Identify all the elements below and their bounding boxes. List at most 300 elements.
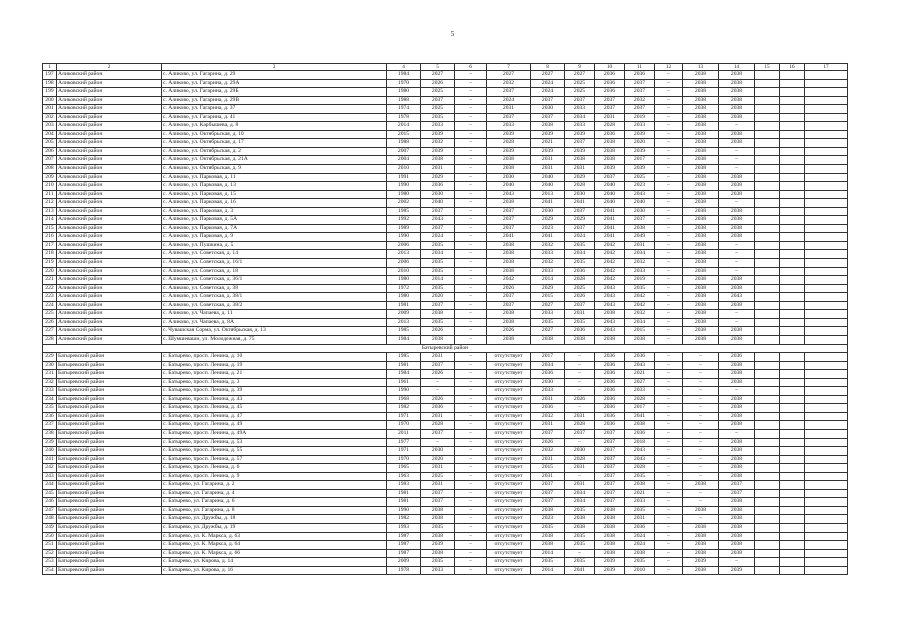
table-cell: – (455, 335, 487, 344)
table-cell: 2038 (683, 190, 719, 199)
table-cell: – (655, 165, 683, 174)
table-cell (755, 464, 780, 473)
table-cell: 1981 (387, 301, 421, 310)
table-cell: с. Аликово, ул. Октябрьская, д. 9 (162, 165, 387, 174)
table-cell: 2038 (565, 335, 595, 344)
table-cell: 1970 (387, 421, 421, 430)
table-cell (780, 549, 805, 558)
table-cell (755, 71, 780, 80)
table-cell: – (421, 378, 455, 387)
table-cell: – (455, 481, 487, 490)
table-cell: 2038 (683, 250, 719, 259)
table-cell: – (655, 489, 683, 498)
table-cell: с. Батырево, просп. Ленина, д. 21 (162, 370, 387, 379)
section-title: Батыревский район (43, 344, 848, 353)
table-cell (780, 481, 805, 490)
table-cell (780, 165, 805, 174)
table-cell: 2038 (719, 498, 755, 507)
table-cell: 2025 (625, 173, 655, 182)
table-cell: Аликовский район (57, 130, 162, 139)
table-cell: Аликовский район (57, 113, 162, 122)
table-cell: 2040 (531, 182, 565, 191)
table-cell: 217 (43, 241, 57, 250)
table-cell: 226 (43, 318, 57, 327)
table-cell (780, 489, 805, 498)
table-cell: 2027 (487, 71, 531, 80)
table-cell: 2030 (531, 105, 565, 114)
table-cell: 210 (43, 182, 57, 191)
table-cell: – (655, 506, 683, 515)
table-cell: – (655, 190, 683, 199)
table-cell: 2036 (565, 267, 595, 276)
table-cell: отсутствует (487, 464, 531, 473)
table-row (43, 113, 848, 122)
table-cell (805, 96, 848, 105)
table-cell: 1988 (387, 139, 421, 148)
table-cell: 2033 (625, 267, 655, 276)
table-cell: 2038 (531, 541, 565, 550)
table-cell: – (683, 395, 719, 404)
table-cell: 2038 (487, 259, 531, 268)
table-cell: 2037 (487, 216, 531, 225)
column-number: 15 (755, 64, 780, 71)
table-cell: Батыревский район (57, 515, 162, 524)
table-cell: 2038 (625, 224, 655, 233)
table-cell: 2027 (531, 327, 565, 336)
table-cell: 2033 (565, 122, 595, 131)
table-cell: – (719, 165, 755, 174)
table-cell (755, 224, 780, 233)
table-cell: 2021 (625, 489, 655, 498)
table-cell (805, 224, 848, 233)
table-cell: 2038 (719, 327, 755, 336)
table-cell: 2025 (421, 472, 455, 481)
table-cell: с. Батырево, ул. Гагарина, д. 4 (162, 489, 387, 498)
table-row (43, 489, 848, 498)
table-cell: 2043 (625, 190, 655, 199)
table-cell: 234 (43, 395, 57, 404)
table-cell: 2025 (565, 88, 595, 97)
table-cell: 2035 (531, 318, 565, 327)
table-cell: с. Аликово, ул. Советская, д. 14 (162, 250, 387, 259)
table-cell: – (719, 122, 755, 131)
table-cell: 2038 (683, 173, 719, 182)
table-cell: – (455, 327, 487, 336)
table-cell: Батыревский район (57, 455, 162, 464)
table-cell: Аликовский район (57, 318, 162, 327)
table-cell: 2043 (719, 293, 755, 302)
table-cell: 1978 (387, 113, 421, 122)
table-cell (805, 515, 848, 524)
table-cell: с. Батырево, просп. Ленина, д. 9 (162, 472, 387, 481)
table-row (43, 455, 848, 464)
table-cell (805, 378, 848, 387)
table-cell: – (655, 182, 683, 191)
table-cell (755, 489, 780, 498)
table-cell: 2038 (719, 71, 755, 80)
table-cell: 2042 (487, 276, 531, 285)
table-cell: отсутствует (487, 395, 531, 404)
table-cell (755, 293, 780, 302)
table-cell: 2036 (531, 370, 565, 379)
table-cell (780, 207, 805, 216)
table-cell: Аликовский район (57, 250, 162, 259)
table-cell: 2036 (595, 378, 625, 387)
table-cell: 2039 (595, 165, 625, 174)
table-cell (805, 267, 848, 276)
table-cell: 2038 (719, 216, 755, 225)
table-cell: 2037 (565, 429, 595, 438)
table-cell: с. Батырево, просп. Ленина, д. 39 (162, 387, 387, 396)
table-cell (805, 250, 848, 259)
table-cell: 2038 (683, 241, 719, 250)
table-cell: 236 (43, 412, 57, 421)
table-cell (755, 318, 780, 327)
table-cell: 2038 (683, 96, 719, 105)
table-cell: 216 (43, 233, 57, 242)
table-cell: – (455, 472, 487, 481)
table-cell (805, 182, 848, 191)
table-row (43, 549, 848, 558)
table-cell: 2027 (625, 378, 655, 387)
table-cell: 2035 (421, 259, 455, 268)
table-cell: 200 (43, 96, 57, 105)
table-row (43, 404, 848, 413)
table-row (43, 241, 848, 250)
table-cell (755, 472, 780, 481)
table-cell: – (455, 310, 487, 319)
table-cell: 2038 (683, 71, 719, 80)
table-cell (780, 353, 805, 362)
table-cell: 2039 (625, 130, 655, 139)
table-cell: – (565, 361, 595, 370)
table-row (43, 515, 848, 524)
table-cell: – (455, 216, 487, 225)
table-cell: 238 (43, 429, 57, 438)
table-row (43, 421, 848, 430)
table-cell: 2038 (719, 421, 755, 430)
table-cell: 1980 (387, 293, 421, 302)
table-cell: 2032 (531, 412, 565, 421)
table-cell: 2038 (719, 506, 755, 515)
table-cell: 2038 (683, 566, 719, 575)
table-cell (755, 481, 780, 490)
table-cell: 2031 (531, 395, 565, 404)
table-cell: 2014 (531, 566, 565, 575)
table-cell (755, 429, 780, 438)
table-cell: 253 (43, 558, 57, 567)
table-cell: 2009 (387, 310, 421, 319)
table-cell: 204 (43, 130, 57, 139)
table-cell: 201 (43, 105, 57, 114)
table-cell: 2040 (595, 199, 625, 208)
table-cell: 2029 (421, 173, 455, 182)
table-row (43, 105, 848, 114)
table-cell: – (719, 250, 755, 259)
table-cell: 2038 (719, 395, 755, 404)
table-cell: с. Аликово, ул. Советская, д. 36/1 (162, 276, 387, 285)
table-cell (780, 79, 805, 88)
table-cell: Аликовский район (57, 190, 162, 199)
table-cell: – (565, 404, 595, 413)
table-cell (755, 301, 780, 310)
table-cell: 2036 (595, 412, 625, 421)
table-cell: 2019 (625, 276, 655, 285)
table-cell (780, 472, 805, 481)
table-cell: 2015 (531, 464, 565, 473)
table-cell: 2038 (595, 541, 625, 550)
table-cell: 2023 (625, 182, 655, 191)
table-cell: отсутствует (487, 498, 531, 507)
table-cell: с. Аликово, ул. Гагарина, д. 41 (162, 113, 387, 122)
table-cell: 2037 (421, 429, 455, 438)
table-cell: – (655, 156, 683, 165)
table-cell: 2025 (421, 88, 455, 97)
table-cell: отсутствует (487, 378, 531, 387)
table-cell: 2033 (531, 310, 565, 319)
table-cell: отсутствует (487, 361, 531, 370)
table-cell (780, 190, 805, 199)
table-cell: 215 (43, 224, 57, 233)
table-cell: 2037 (625, 88, 655, 97)
table-cell: – (655, 523, 683, 532)
table-cell: – (683, 489, 719, 498)
table-cell: 235 (43, 404, 57, 413)
table-cell (805, 421, 848, 430)
table-cell: 2025 (565, 284, 595, 293)
table-cell (755, 156, 780, 165)
table-cell (780, 293, 805, 302)
table-cell: 1965 (387, 464, 421, 473)
table-cell: 2043 (595, 293, 625, 302)
table-cell (780, 267, 805, 276)
table-cell (805, 541, 848, 550)
table-cell: 2037 (625, 105, 655, 114)
table-cell (780, 71, 805, 80)
table-cell: 2038 (719, 88, 755, 97)
table-cell: 2026 (565, 293, 595, 302)
table-cell: 2043 (421, 216, 455, 225)
table-cell: с. Аликово, ул. Октябрьская, д. 10 (162, 130, 387, 139)
table-cell: – (655, 284, 683, 293)
table-cell: 2039 (487, 147, 531, 156)
table-row (43, 224, 848, 233)
table-cell: 2043 (625, 361, 655, 370)
table-cell (755, 327, 780, 336)
table-cell (780, 130, 805, 139)
table-cell: 2038 (719, 438, 755, 447)
table-cell: 2042 (595, 250, 625, 259)
table-cell: – (719, 259, 755, 268)
table-cell (780, 335, 805, 344)
table-cell: – (719, 156, 755, 165)
table-cell: Батыревский район (57, 395, 162, 404)
table-cell: 2038 (531, 122, 565, 131)
table-cell: 2035 (565, 318, 595, 327)
table-cell: Батыревский район (57, 498, 162, 507)
table-cell: 2038 (683, 284, 719, 293)
table-cell: 2014 (531, 549, 565, 558)
table-cell: 2037 (595, 173, 625, 182)
table-cell: 2026 (421, 395, 455, 404)
table-cell: – (655, 233, 683, 242)
table-cell: 2032 (625, 310, 655, 319)
table-cell: – (655, 105, 683, 114)
table-cell: – (655, 378, 683, 387)
table-cell: 1963 (387, 472, 421, 481)
table-cell (780, 464, 805, 473)
table-cell (805, 318, 848, 327)
table-cell: 2037 (531, 481, 565, 490)
table-cell (805, 566, 848, 575)
table-row (43, 558, 848, 567)
table-cell: – (719, 387, 755, 396)
table-cell: 2038 (421, 335, 455, 344)
table-cell: 2038 (683, 233, 719, 242)
table-cell: 2042 (595, 241, 625, 250)
table-cell: 2038 (595, 156, 625, 165)
table-cell: 1981 (387, 498, 421, 507)
table-cell: Аликовский район (57, 165, 162, 174)
table-cell: – (455, 224, 487, 233)
table-cell (780, 241, 805, 250)
table-cell (755, 139, 780, 148)
table-cell: отсутствует (487, 412, 531, 421)
table-cell (755, 455, 780, 464)
table-cell: 2038 (421, 549, 455, 558)
table-cell: 202 (43, 113, 57, 122)
table-cell: 2027 (565, 71, 595, 80)
table-cell: 2030 (625, 207, 655, 216)
table-cell (755, 105, 780, 114)
table-cell: 2038 (487, 199, 531, 208)
table-cell: 2026 (421, 370, 455, 379)
table-cell (805, 464, 848, 473)
table-cell: Аликовский район (57, 293, 162, 302)
table-cell: 2038 (719, 224, 755, 233)
table-cell (805, 310, 848, 319)
table-cell: 2035 (421, 284, 455, 293)
table-cell: 2034 (421, 250, 455, 259)
table-cell (755, 216, 780, 225)
table-cell: 2035 (625, 558, 655, 567)
table-cell: 2029 (531, 284, 565, 293)
table-cell: – (655, 88, 683, 97)
table-cell: 2038 (719, 190, 755, 199)
table-cell: 2031 (565, 464, 595, 473)
table-cell: 2038 (565, 156, 595, 165)
table-cell: Аликовский район (57, 122, 162, 131)
table-cell (780, 412, 805, 421)
table-cell: – (455, 259, 487, 268)
housing-register-table (42, 63, 848, 575)
table-cell: – (719, 199, 755, 208)
table-row (43, 130, 848, 139)
table-cell: – (455, 156, 487, 165)
table-row (43, 310, 848, 319)
column-number: 16 (780, 64, 805, 71)
table-cell: – (655, 96, 683, 105)
table-cell: 2032 (625, 259, 655, 268)
table-cell (755, 207, 780, 216)
table-cell: – (655, 199, 683, 208)
table-cell (755, 182, 780, 191)
table-cell: 2041 (595, 216, 625, 225)
table-cell: с. Батырево, просп. Ленина, д. 43 (162, 395, 387, 404)
table-cell: 2037 (719, 481, 755, 490)
table-cell: Аликовский район (57, 147, 162, 156)
table-cell: 2024 (565, 233, 595, 242)
table-cell: 2038 (683, 207, 719, 216)
table-row (43, 199, 848, 208)
table-cell: 2038 (595, 310, 625, 319)
table-cell: 2038 (719, 139, 755, 148)
table-cell: 203 (43, 122, 57, 131)
table-cell: 2031 (531, 165, 565, 174)
table-cell: 2010 (625, 566, 655, 575)
column-number-row (43, 64, 848, 71)
table-cell: 251 (43, 541, 57, 550)
table-cell: 2043 (625, 447, 655, 456)
table-cell (780, 558, 805, 567)
table-cell: 213 (43, 207, 57, 216)
table-cell: с. Аликово, ул. Советская, д. 18 (162, 267, 387, 276)
table-cell: 1968 (387, 395, 421, 404)
table-cell (805, 395, 848, 404)
table-row (43, 216, 848, 225)
table-cell: 2038 (719, 207, 755, 216)
table-cell: – (655, 481, 683, 490)
table-cell: 2038 (719, 532, 755, 541)
table-cell: – (455, 113, 487, 122)
table-cell: с. Батырево, просп. Ленина, д. 47 (162, 412, 387, 421)
table-cell: 2039 (487, 130, 531, 139)
table-cell: 2031 (421, 481, 455, 490)
table-cell (780, 139, 805, 148)
table-cell: Батыревский район (57, 464, 162, 473)
table-cell: с. Батырево, ул. Дружбы, д. 18 (162, 515, 387, 524)
table-cell: Аликовский район (57, 105, 162, 114)
table-cell: Аликовский район (57, 182, 162, 191)
table-cell: 2028 (595, 122, 625, 131)
table-cell: 2004 (387, 156, 421, 165)
table-row (43, 301, 848, 310)
table-cell: 2038 (595, 147, 625, 156)
table-cell: 2038 (683, 310, 719, 319)
table-cell: 2037 (565, 207, 595, 216)
table-cell (780, 395, 805, 404)
table-cell: 2027 (421, 71, 455, 80)
table-cell: 2030 (531, 378, 565, 387)
table-cell: 2020 (421, 455, 455, 464)
table-cell: 2038 (565, 515, 595, 524)
table-cell: 246 (43, 498, 57, 507)
table-cell: Аликовский район (57, 267, 162, 276)
table-cell (805, 301, 848, 310)
table-cell (780, 284, 805, 293)
table-cell: – (655, 404, 683, 413)
table-cell: 2037 (487, 301, 531, 310)
table-cell: 2038 (531, 532, 565, 541)
table-cell: с. Батырево, просп. Ленина, д. 10 (162, 353, 387, 362)
table-cell (755, 165, 780, 174)
table-cell: 212 (43, 199, 57, 208)
table-cell: – (655, 438, 683, 447)
table-cell: 2035 (531, 523, 565, 532)
table-cell: 1984 (387, 71, 421, 80)
table-cell: – (455, 233, 487, 242)
table-cell: 2038 (719, 515, 755, 524)
